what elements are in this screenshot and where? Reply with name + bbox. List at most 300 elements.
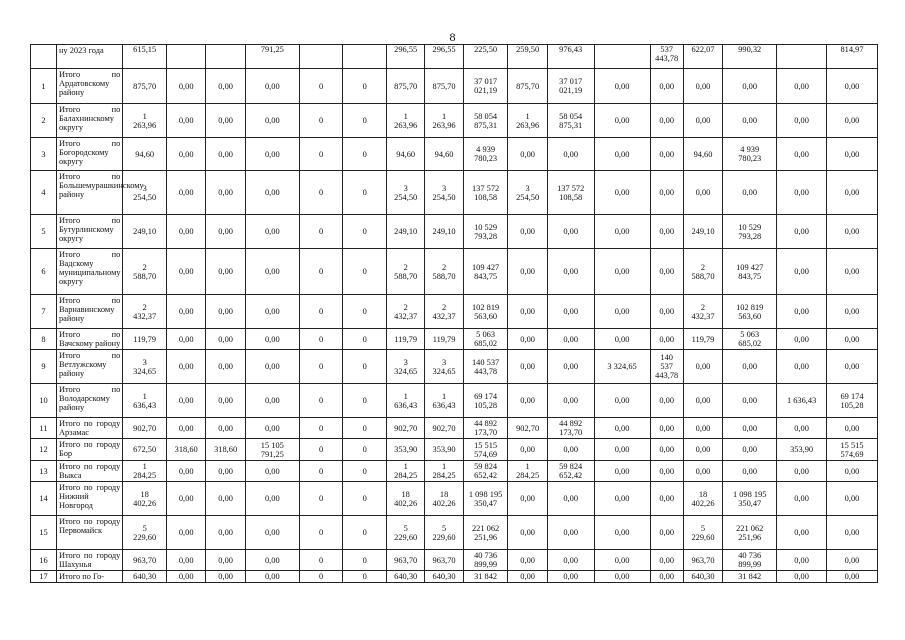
value-cell: 0,00 [508,550,547,571]
value-cell: 0,00 [166,550,205,571]
value-cell: 0,00 [594,461,650,482]
value-cell: 0,00 [245,384,299,418]
value-cell: 0,00 [777,69,827,104]
value-cell: 5 063 685,02 [723,329,777,350]
row-name-cell: Итого по Большемурашкинскому району [56,171,122,215]
value-cell: 37 017 021,19 [463,69,508,104]
value-cell: 0 [343,138,387,171]
row-name-cell: Итого по Володарскому району [56,384,122,418]
row-number-cell: 2 [31,104,57,138]
value-cell: 0,00 [827,418,878,439]
value-cell: 0,00 [245,138,299,171]
value-cell: 44 892 173,70 [463,418,508,439]
value-cell: 814,97 [827,45,878,69]
value-cell: 963,70 [683,550,722,571]
value-cell: 2 588,70 [386,249,424,295]
row-name-cell: Итого по Го- [56,571,122,583]
value-cell: 0,00 [547,138,594,171]
value-cell: 0,00 [650,295,683,329]
value-cell: 296,55 [386,45,424,69]
value-cell: 0,00 [683,439,722,461]
row-name-cell: Итого по городу Шахунья [56,550,122,571]
value-cell: 0,00 [777,350,827,384]
row-name-cell: Итого по Ветлужскому району [56,350,122,384]
value-cell: 4 939 780,23 [463,138,508,171]
value-cell: 0,00 [166,482,205,516]
row-number-cell: 14 [31,482,57,516]
value-cell: 0,00 [827,329,878,350]
value-cell: 0,00 [547,249,594,295]
row-number-cell: 13 [31,461,57,482]
value-cell: 10 529 793,28 [723,215,777,249]
value-cell: 94,60 [386,138,424,171]
value-cell: 0 [343,295,387,329]
value-cell: 0 [343,384,387,418]
value-cell: 1 098 195 350,47 [723,482,777,516]
row-name-cell: Итого по Ардатовскому району [56,69,122,104]
value-cell: 10 529 793,28 [463,215,508,249]
value-cell: 353,90 [777,439,827,461]
value-cell: 622,07 [683,45,722,69]
value-cell: 0,00 [166,171,205,215]
value-cell: 963,70 [123,550,167,571]
value-cell: 0,00 [206,329,245,350]
value-cell [299,45,343,69]
row-name-cell: Итого по Богородскому округу [56,138,122,171]
value-cell: 0,00 [206,516,245,550]
value-cell: 2 588,70 [425,249,463,295]
row-number-cell: 1 [31,69,57,104]
value-cell: 40 736 899,99 [463,550,508,571]
value-cell: 0 [299,138,343,171]
value-cell: 0,00 [166,249,205,295]
value-cell: 0,00 [650,384,683,418]
value-cell: 1 636,43 [123,384,167,418]
value-cell: 0,00 [547,329,594,350]
settlement-table [30,44,878,583]
row-number-cell: 8 [31,329,57,350]
table-row [31,571,878,583]
value-cell: 2 432,37 [683,295,722,329]
value-cell: 0,00 [206,171,245,215]
row-name-cell: Итого по Вадскому муниципальному округу [56,249,122,295]
value-cell: 0,00 [594,138,650,171]
value-cell: 0 [343,104,387,138]
value-cell: 0,00 [508,350,547,384]
value-cell: 640,30 [123,571,167,583]
value-cell: 0,00 [547,439,594,461]
row-name-cell: Итого по городу Нижний Новгород [56,482,122,516]
value-cell: 1 636,43 [425,384,463,418]
row-number-cell: 15 [31,516,57,550]
value-cell: 0,00 [166,138,205,171]
value-cell: 875,70 [123,69,167,104]
value-cell: 0,00 [827,138,878,171]
value-cell: 3 254,50 [386,171,424,215]
table-row [31,215,878,249]
value-cell: 2 432,37 [386,295,424,329]
value-cell: 990,32 [723,45,777,69]
value-cell: 1 636,43 [386,384,424,418]
value-cell: 0 [299,461,343,482]
value-cell: 0,00 [245,461,299,482]
value-cell: 0,00 [827,350,878,384]
value-cell: 875,70 [386,69,424,104]
row-number-cell: 3 [31,138,57,171]
value-cell: 0,00 [166,571,205,583]
row-name-cell: Итого по Балахнинскому округу [56,104,122,138]
value-cell: 259,50 [508,45,547,69]
value-cell: 0,00 [777,550,827,571]
page-number: 8 [449,30,456,44]
value-cell: 0,00 [827,69,878,104]
value-cell: 0,00 [827,516,878,550]
value-cell: 0,00 [723,461,777,482]
value-cell: 0,00 [827,171,878,215]
value-cell: 15 105 791,25 [245,439,299,461]
value-cell: 0 [343,461,387,482]
value-cell: 0,00 [508,439,547,461]
value-cell: 3 254,50 [508,171,547,215]
value-cell: 0 [299,418,343,439]
value-cell: 0,00 [827,249,878,295]
value-cell: 0,00 [547,482,594,516]
value-cell: 18 402,26 [386,482,424,516]
value-cell: 249,10 [386,215,424,249]
table-row [31,384,878,418]
value-cell: 0,00 [594,215,650,249]
value-cell: 94,60 [123,138,167,171]
value-cell: 1 263,96 [386,104,424,138]
value-cell: 0,00 [206,482,245,516]
table-row [31,329,878,350]
value-cell: 0,00 [777,215,827,249]
value-cell: 0,00 [777,295,827,329]
value-cell: 0,00 [166,516,205,550]
value-cell: 1 636,43 [777,384,827,418]
value-cell: 0,00 [683,461,722,482]
value-cell: 0,00 [777,571,827,583]
value-cell: 1 263,96 [508,104,547,138]
value-cell: 0,00 [827,215,878,249]
value-cell: 615,15 [123,45,167,69]
table-row [31,104,878,138]
value-cell: 0,00 [206,571,245,583]
value-cell: 0,00 [245,249,299,295]
value-cell: 0,00 [777,329,827,350]
value-cell: 0,00 [245,329,299,350]
value-cell: 140 537 443,78 [463,350,508,384]
value-cell: 0,00 [777,249,827,295]
value-cell: 0,00 [827,104,878,138]
value-cell: 59 824 652,42 [547,461,594,482]
value-cell: 0,00 [777,171,827,215]
value-cell: 0,00 [508,329,547,350]
value-cell: 0,00 [650,329,683,350]
value-cell: 791,25 [245,45,299,69]
table-row [31,482,878,516]
value-cell: 0,00 [508,295,547,329]
value-cell: 0,00 [650,516,683,550]
value-cell: 0,00 [594,571,650,583]
value-cell: 0,00 [166,69,205,104]
row-number-cell: 9 [31,350,57,384]
value-cell: 0,00 [245,516,299,550]
value-cell: 0,00 [650,215,683,249]
value-cell: 0,00 [206,295,245,329]
value-cell: 0,00 [594,249,650,295]
value-cell: 3 324,65 [425,350,463,384]
value-cell: 0,00 [206,461,245,482]
value-cell: 0,00 [245,550,299,571]
value-cell: 0,00 [166,418,205,439]
row-number-cell: 12 [31,439,57,461]
value-cell: 0,00 [777,138,827,171]
value-cell: 353,90 [386,439,424,461]
value-cell: 0,00 [723,171,777,215]
value-cell: 0,00 [206,350,245,384]
value-cell: 0 [299,482,343,516]
row-number-cell: 4 [31,171,57,215]
value-cell: 0 [343,516,387,550]
value-cell: 0,00 [723,69,777,104]
value-cell: 0,00 [245,69,299,104]
value-cell: 221 062 251,96 [723,516,777,550]
value-cell: 0 [299,329,343,350]
value-cell: 0,00 [723,384,777,418]
value-cell: 0,00 [166,350,205,384]
value-cell: 0,00 [206,138,245,171]
row-number-cell: 7 [31,295,57,329]
row-number-cell: 10 [31,384,57,418]
value-cell: 94,60 [683,138,722,171]
value-cell: 0,00 [245,171,299,215]
value-cell: 902,70 [425,418,463,439]
value-cell: 0,00 [594,418,650,439]
value-cell: 2 588,70 [683,249,722,295]
value-cell: 0 [299,384,343,418]
value-cell: 0 [299,439,343,461]
table-row [31,418,878,439]
value-cell: 0,00 [683,171,722,215]
value-cell: 59 824 652,42 [463,461,508,482]
value-cell: 0,00 [723,350,777,384]
value-cell: 0,00 [777,461,827,482]
value-cell: 119,79 [386,329,424,350]
value-cell: 221 062 251,96 [463,516,508,550]
value-cell: 0,00 [166,329,205,350]
value-cell: 902,70 [386,418,424,439]
value-cell: 37 017 021,19 [547,69,594,104]
value-cell: 0,00 [245,482,299,516]
value-cell: 58 054 875,31 [463,104,508,138]
value-cell: 976,43 [547,45,594,69]
table-row [31,439,878,461]
value-cell: 0,00 [594,69,650,104]
value-cell: 249,10 [683,215,722,249]
table-row [31,350,878,384]
value-cell: 40 736 899,99 [723,550,777,571]
row-name-cell: Итого по городу Выкса [56,461,122,482]
value-cell: 0 [343,550,387,571]
table-row [31,295,878,329]
value-cell: 44 892 173,70 [547,418,594,439]
row-number-cell: 6 [31,249,57,295]
value-cell: 249,10 [123,215,167,249]
value-cell: 0,00 [777,418,827,439]
value-cell: 18 402,26 [683,482,722,516]
value-cell: 0,00 [650,461,683,482]
table-row [31,45,878,69]
value-cell: 0,00 [827,571,878,583]
value-cell: 140 537 443,78 [650,350,683,384]
value-cell: 0,00 [723,104,777,138]
value-cell: 640,30 [386,571,424,583]
value-cell: 0,00 [206,104,245,138]
value-cell: 0,00 [650,171,683,215]
value-cell: 109 427 843,75 [723,249,777,295]
value-cell: 5 229,60 [386,516,424,550]
row-name-cell: Итого по Бутурлинскому округу [56,215,122,249]
value-cell: 0,00 [683,104,722,138]
value-cell: 0,00 [547,384,594,418]
value-cell [206,45,245,69]
value-cell: 3 324,65 [594,350,650,384]
value-cell: 1 284,25 [386,461,424,482]
value-cell: 318,60 [166,439,205,461]
value-cell: 0,00 [683,418,722,439]
value-cell: 0,00 [827,295,878,329]
value-cell: 0,00 [594,171,650,215]
value-cell: 0,00 [547,215,594,249]
value-cell: 119,79 [683,329,722,350]
value-cell: 0,00 [166,461,205,482]
value-cell: 0 [343,418,387,439]
value-cell: 15 515 574,69 [827,439,878,461]
value-cell: 1 284,25 [508,461,547,482]
table-row [31,550,878,571]
value-cell: 0,00 [206,249,245,295]
value-cell: 0,00 [206,215,245,249]
value-cell: 18 402,26 [425,482,463,516]
value-cell: 0,00 [206,550,245,571]
value-cell: 0,00 [594,329,650,350]
value-cell: 0,00 [245,350,299,384]
value-cell: 0,00 [594,482,650,516]
value-cell: 902,70 [123,418,167,439]
value-cell: 902,70 [508,418,547,439]
value-cell: 0,00 [723,418,777,439]
value-cell: 0 [299,215,343,249]
value-cell: 5 229,60 [123,516,167,550]
value-cell: 537 443,78 [650,45,683,69]
row-name-cell: ну 2023 года [56,45,122,69]
table-body [31,45,878,583]
value-cell: 5 229,60 [425,516,463,550]
value-cell [166,45,205,69]
value-cell: 0 [299,571,343,583]
row-number-cell: 11 [31,418,57,439]
table-row [31,171,878,215]
value-cell: 672,50 [123,439,167,461]
row-name-cell: Итого по городу Бор [56,439,122,461]
value-cell: 963,70 [386,550,424,571]
row-name-cell: Итого по городу Арзамас [56,418,122,439]
table-row [31,516,878,550]
value-cell: 102 819 563,60 [723,295,777,329]
value-cell: 0 [299,104,343,138]
value-cell: 3 254,50 [425,171,463,215]
value-cell: 4 939 780,23 [723,138,777,171]
value-cell: 18 402,26 [123,482,167,516]
value-cell [777,45,827,69]
value-cell: 0,00 [827,482,878,516]
value-cell [594,45,650,69]
value-cell: 1 098 195 350,47 [463,482,508,516]
value-cell: 69 174 105,28 [463,384,508,418]
value-cell: 0 [343,249,387,295]
value-cell: 0,00 [508,249,547,295]
value-cell: 109 427 843,75 [463,249,508,295]
value-cell: 318,60 [206,439,245,461]
row-number-cell: 16 [31,550,57,571]
value-cell: 0 [299,516,343,550]
value-cell: 0,00 [594,104,650,138]
value-cell: 0,00 [650,69,683,104]
value-cell: 963,70 [425,550,463,571]
value-cell: 3 324,65 [123,350,167,384]
value-cell: 0 [299,171,343,215]
value-cell: 0,00 [594,295,650,329]
value-cell: 0 [299,295,343,329]
value-cell: 0,00 [508,482,547,516]
value-cell: 0,00 [683,384,722,418]
value-cell: 0,00 [508,571,547,583]
value-cell: 0,00 [508,138,547,171]
value-cell: 2 432,37 [425,295,463,329]
value-cell: 0,00 [547,571,594,583]
value-cell: 137 572 108,58 [547,171,594,215]
table-row [31,249,878,295]
value-cell: 3 254,50 [123,171,167,215]
value-cell: 119,79 [425,329,463,350]
value-cell: 0,00 [777,482,827,516]
value-cell: 0 [343,482,387,516]
value-cell: 0,00 [508,516,547,550]
value-cell: 0,00 [166,384,205,418]
table-row [31,69,878,104]
value-cell: 1 263,96 [123,104,167,138]
value-cell: 0,00 [683,69,722,104]
value-cell: 0 [343,439,387,461]
value-cell: 353,90 [425,439,463,461]
value-cell: 0,00 [594,384,650,418]
value-cell: 0,00 [594,439,650,461]
value-cell: 0,00 [683,350,722,384]
value-cell: 94,60 [425,138,463,171]
value-cell: 0 [299,350,343,384]
value-cell: 0,00 [650,104,683,138]
value-cell: 0,00 [547,550,594,571]
value-cell [343,45,387,69]
value-cell: 0,00 [650,550,683,571]
value-cell: 31 842 [463,571,508,583]
value-cell: 0,00 [245,104,299,138]
table-row [31,138,878,171]
row-name-cell: Итого по Вачскому району [56,329,122,350]
value-cell: 0,00 [650,249,683,295]
row-number-cell: 5 [31,215,57,249]
